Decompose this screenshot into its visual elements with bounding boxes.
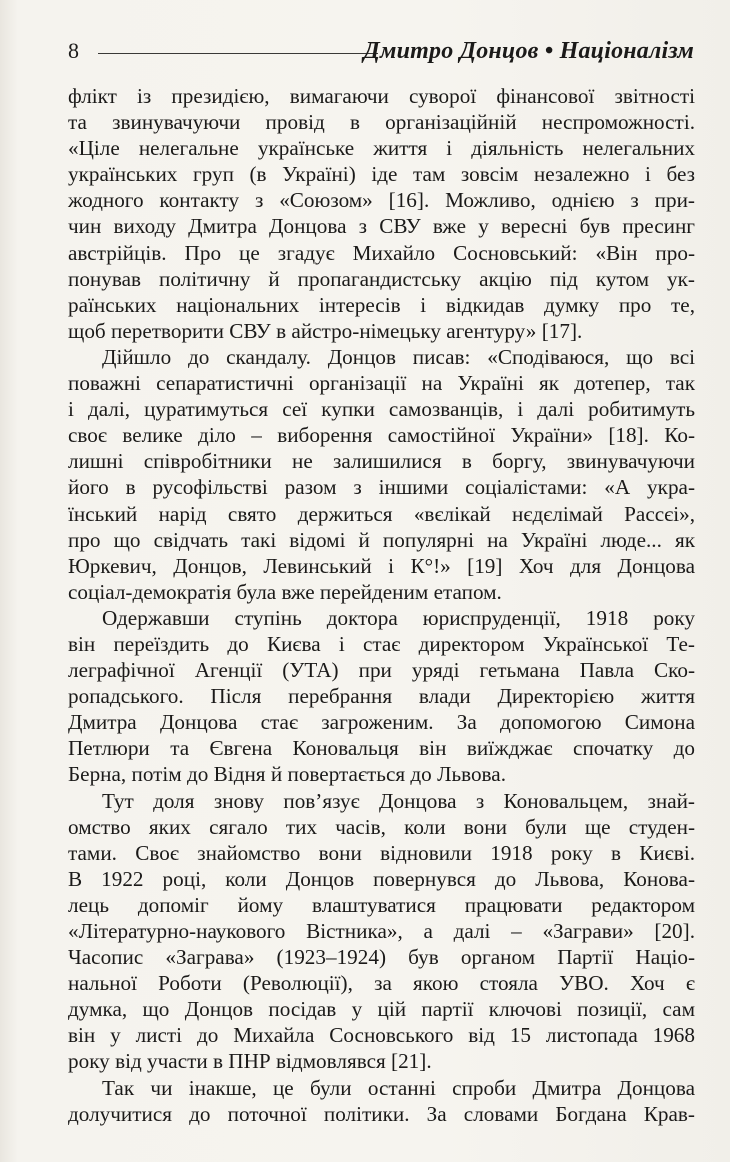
text-line: Часопис «Заграва» (1923–1924) був органом Партії Націо- xyxy=(68,945,695,970)
text-line: соціал-демократія була вже перейденим етапом. xyxy=(68,579,502,604)
text-line: українських груп (в Україні) іде там зовсім незалежно і без xyxy=(68,162,695,187)
text-line: Так чи інакше, це були останні спроби Дмитра Донцова xyxy=(102,1075,695,1100)
text-line: леграфічної Агенції (УТА) при уряді гетьмана Павла Ско- xyxy=(68,658,695,683)
text-line: жодного контакту з «Союзом» [16]. Можливо, однією з при- xyxy=(68,188,695,213)
text-line: Юркевич, Донцов, Левинський і К°!» [19] Хоч для Донцова xyxy=(68,553,695,578)
text-line: року від участи в ПНР відмовлявся [21]. xyxy=(68,1049,432,1074)
paragraph-4 xyxy=(68,788,695,1075)
running-head xyxy=(68,36,694,70)
text-line: і далі, цуратимуться сеї купки самозванців, і далі робитимуть xyxy=(68,397,695,422)
text-line: лець допоміг йому влаштуватися працювати редактором xyxy=(68,892,695,917)
text-line: флікт із президією, вимагаючи суворої фінансової звітності xyxy=(68,84,695,108)
paragraph-1 xyxy=(68,83,695,344)
running-title: Дмитро Донцов • Націоналізм xyxy=(363,38,694,64)
text-line: він переїздить до Києва і стає директором Української Те- xyxy=(68,631,695,656)
text-line: думка, що Донцов посідав у цій партії ключові позиції, сам xyxy=(68,997,695,1022)
text-line: чин виходу Дмитра Донцова з СВУ вже у вересні був пресинг xyxy=(68,214,695,239)
text-line: нальної Роботи (Революції), за якою стояла УВО. Хоч є xyxy=(68,971,695,996)
page-number: 8 xyxy=(68,38,79,63)
text-line: понував політичну й пропагандистську акцію під кутом ук- xyxy=(68,266,695,291)
text-line: Дмитра Донцова стає загроженим. За допомогою Симона xyxy=(68,710,695,735)
text-line: ропадського. Після перебрання влади Директорією життя xyxy=(68,684,695,709)
text-line: щоб перетворити СВУ в айстро-німецьку агентуру» [17]. xyxy=(68,318,583,343)
text-line: В 1922 році, коли Донцов повернувся до Львова, Конова- xyxy=(68,866,695,891)
text-line: раїнських національних інтересів і відкидав думку про те, xyxy=(68,292,695,317)
text-line: поважні сепаратистичні організації на Україні як дотепер, так xyxy=(68,371,695,396)
text-line: своє велике діло – виборення самостійної України» [18]. Ко- xyxy=(68,423,695,448)
text-line: «Літературно-наукового Вістника», а далі – «Заграви» [20]. xyxy=(68,919,695,943)
text-line: Берна, потім до Відня й повертається до Львова. xyxy=(68,762,506,787)
header-rule xyxy=(98,53,378,54)
text-line: він у листі до Михайла Сосновського від 15 листопада 1968 xyxy=(68,1023,695,1048)
paragraph-5 xyxy=(68,1075,695,1127)
paragraph-2 xyxy=(68,344,695,605)
text-line: лишні співробітники не залишилися в боргу, звинувачуючи xyxy=(68,449,695,474)
body-text xyxy=(68,83,695,1127)
text-line: австрійців. Про це згадує Михайло Сосновський: «Він про- xyxy=(68,240,695,265)
text-line: долучитися до поточної політики. За словами Богдана Крав- xyxy=(68,1101,695,1126)
text-line: його в русофільстві разом з іншими соціалістами: «А укра- xyxy=(68,475,695,500)
text-line: Петлюри та Євгена Коновальця він виїжджає спочатку до xyxy=(68,736,695,761)
text-line: та звинувачуючи провід в організаційній неспроможності. xyxy=(68,110,695,135)
text-line: Дійшло до скандалу. Донцов писав: «Сподіваюся, що всі xyxy=(102,344,695,369)
text-line: Тут доля знову пов’язує Донцова з Коновальцем, знай- xyxy=(102,788,695,813)
text-line: омство яких сягало тих часів, коли вони були ще студен- xyxy=(68,814,695,839)
text-line: тами. Своє знайомство вони відновили 1918 року в Києві. xyxy=(68,840,695,865)
text-line: їнський нарід свято держиться «вєлікай нєдєлімай Рассєі», xyxy=(68,501,695,526)
paragraph-3 xyxy=(68,605,695,788)
text-line: «Ціле нелегальне українське життя і діяльність нелегальних xyxy=(68,136,695,161)
text-line: про що свідчать такі відомі й популярні на Україні люде... як xyxy=(68,527,695,552)
text-line: Одержавши ступінь доктора юриспруденції, 1918 року xyxy=(102,605,695,630)
